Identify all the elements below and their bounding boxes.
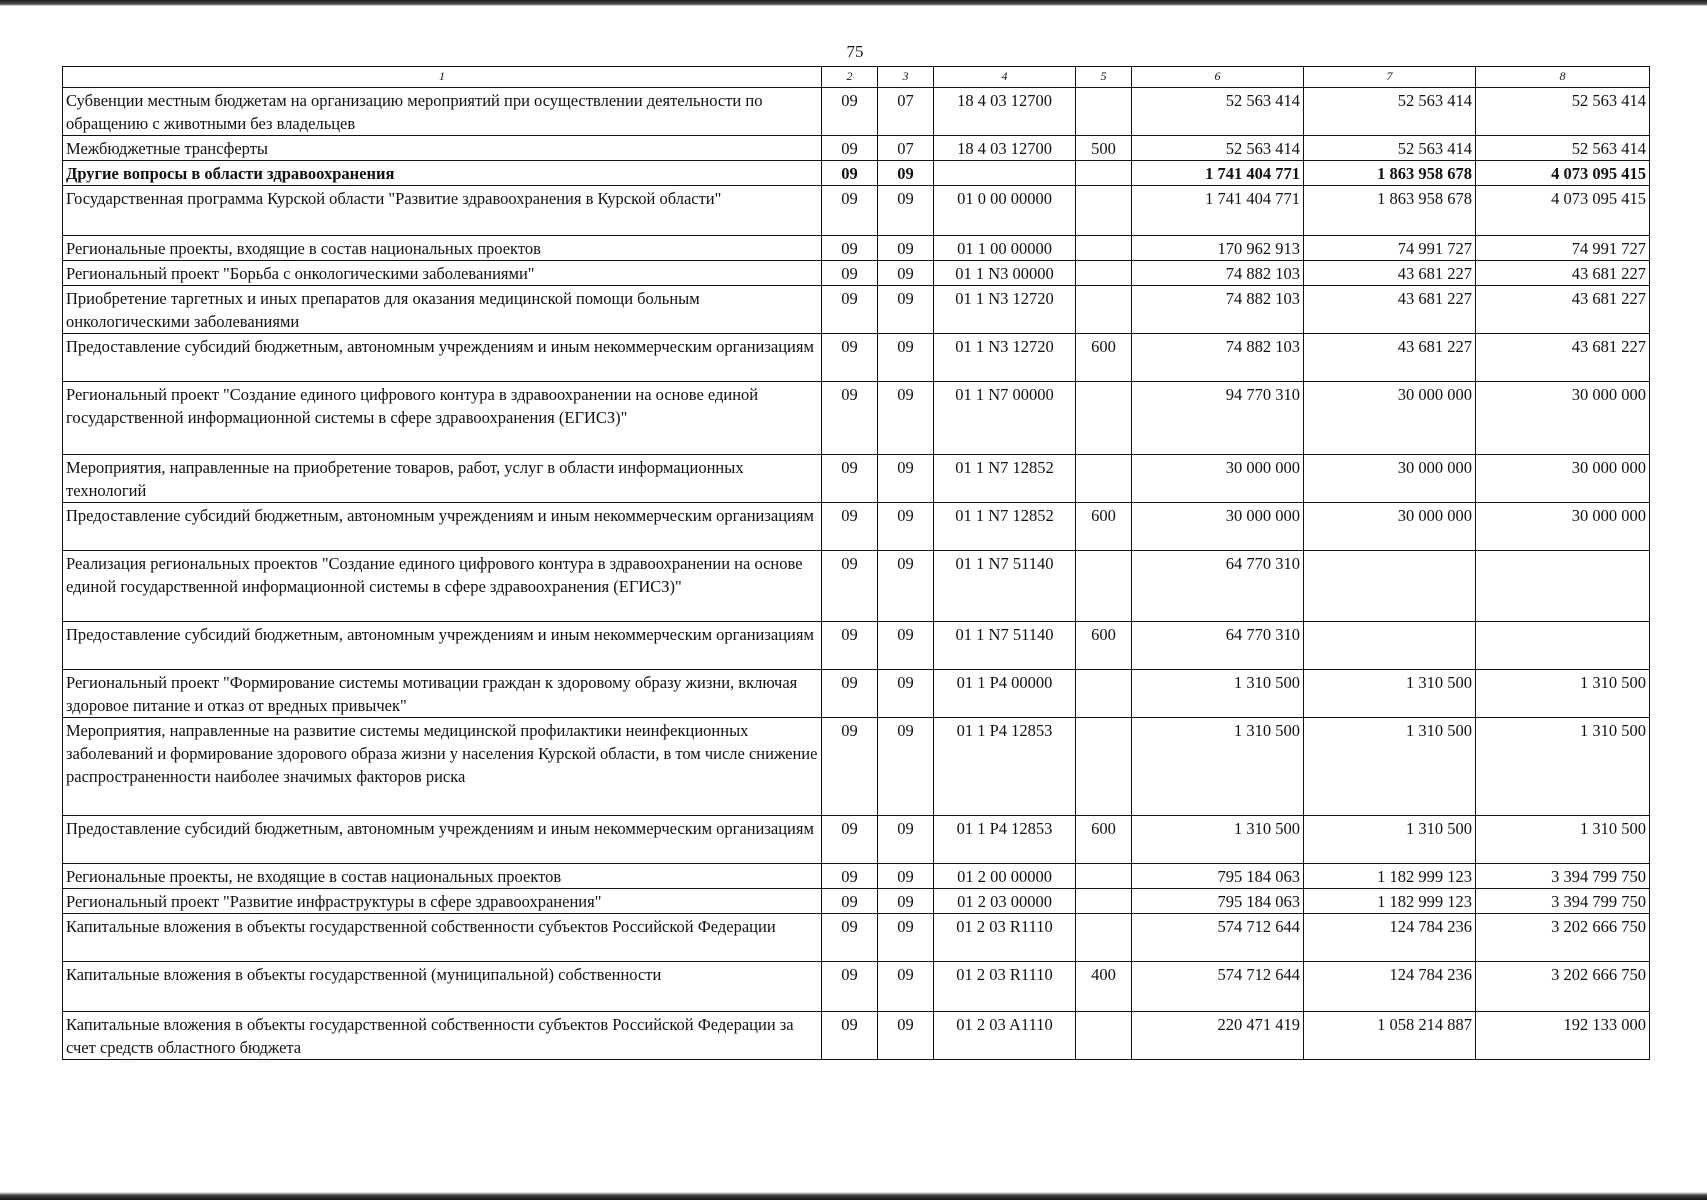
subsection-code-cell: 09 xyxy=(878,161,934,186)
table-row xyxy=(63,816,1650,864)
target-article-cell: 01 1 P4 00000 xyxy=(934,670,1076,718)
column-header: 8 xyxy=(1476,67,1650,88)
amount-col6-cell: 170 962 913 xyxy=(1132,236,1304,261)
row-name-cell: Предоставление субсидий бюджетным, автономным учреждениям и иным некоммерческим организациям xyxy=(63,622,822,670)
amount-col8-cell: 3 394 799 750 xyxy=(1476,889,1650,914)
row-name-cell: Субвенции местным бюджетам на организацию мероприятий при осуществлении деятельности по обращению с животными без владельцев xyxy=(63,88,822,136)
amount-col6-cell: 64 770 310 xyxy=(1132,551,1304,622)
column-number-row xyxy=(63,67,1650,88)
expense-type-cell xyxy=(1076,455,1132,503)
amount-col8-cell: 43 681 227 xyxy=(1476,286,1650,334)
amount-col6-cell: 74 882 103 xyxy=(1132,286,1304,334)
table-row xyxy=(63,261,1650,286)
target-article-cell: 01 1 N3 00000 xyxy=(934,261,1076,286)
expense-type-cell: 600 xyxy=(1076,334,1132,382)
target-article-cell: 01 1 P4 12853 xyxy=(934,816,1076,864)
scan-bottom-edge xyxy=(0,1192,1707,1200)
subsection-code-cell: 09 xyxy=(878,670,934,718)
target-article-cell: 01 1 P4 12853 xyxy=(934,718,1076,816)
table-row xyxy=(63,503,1650,551)
target-article-cell: 01 1 00 00000 xyxy=(934,236,1076,261)
section-code-cell: 09 xyxy=(822,914,878,962)
budget-table xyxy=(62,66,1650,1060)
target-article-cell: 01 1 N3 12720 xyxy=(934,334,1076,382)
expense-type-cell xyxy=(1076,286,1132,334)
amount-col8-cell xyxy=(1476,622,1650,670)
subsection-code-cell: 09 xyxy=(878,186,934,236)
section-code-cell: 09 xyxy=(822,503,878,551)
section-code-cell: 09 xyxy=(822,889,878,914)
section-code-cell: 09 xyxy=(822,551,878,622)
target-article-cell: 01 1 N7 12852 xyxy=(934,503,1076,551)
table-row xyxy=(63,455,1650,503)
amount-col6-cell: 795 184 063 xyxy=(1132,889,1304,914)
amount-col7-cell: 1 310 500 xyxy=(1304,670,1476,718)
row-name-cell: Региональный проект "Борьба с онкологическими заболеваниями" xyxy=(63,261,822,286)
section-code-cell: 09 xyxy=(822,382,878,455)
amount-col8-cell: 1 310 500 xyxy=(1476,718,1650,816)
table-row xyxy=(63,161,1650,186)
section-code-cell: 09 xyxy=(822,334,878,382)
target-article-cell: 01 1 N7 00000 xyxy=(934,382,1076,455)
expense-type-cell xyxy=(1076,670,1132,718)
column-header: 3 xyxy=(878,67,934,88)
table-row xyxy=(63,286,1650,334)
amount-col6-cell: 1 741 404 771 xyxy=(1132,186,1304,236)
target-article-cell xyxy=(934,161,1076,186)
amount-col7-cell: 30 000 000 xyxy=(1304,455,1476,503)
expense-type-cell xyxy=(1076,1012,1132,1060)
amount-col7-cell: 1 182 999 123 xyxy=(1304,889,1476,914)
amount-col8-cell xyxy=(1476,551,1650,622)
section-code-cell: 09 xyxy=(822,286,878,334)
amount-col8-cell: 3 394 799 750 xyxy=(1476,864,1650,889)
target-article-cell: 01 1 N7 51140 xyxy=(934,622,1076,670)
amount-col8-cell: 4 073 095 415 xyxy=(1476,161,1650,186)
subsection-code-cell: 09 xyxy=(878,864,934,889)
table-row xyxy=(63,382,1650,455)
target-article-cell: 01 1 N7 12852 xyxy=(934,455,1076,503)
amount-col7-cell xyxy=(1304,551,1476,622)
amount-col8-cell: 1 310 500 xyxy=(1476,816,1650,864)
subsection-code-cell: 09 xyxy=(878,1012,934,1060)
expense-type-cell xyxy=(1076,864,1132,889)
expense-type-cell xyxy=(1076,718,1132,816)
section-code-cell: 09 xyxy=(822,136,878,161)
amount-col8-cell: 1 310 500 xyxy=(1476,670,1650,718)
expense-type-cell xyxy=(1076,161,1132,186)
expense-type-cell: 600 xyxy=(1076,816,1132,864)
amount-col8-cell: 192 133 000 xyxy=(1476,1012,1650,1060)
expense-type-cell xyxy=(1076,551,1132,622)
target-article-cell: 01 2 03 A1110 xyxy=(934,1012,1076,1060)
amount-col6-cell: 30 000 000 xyxy=(1132,503,1304,551)
subsection-code-cell: 09 xyxy=(878,914,934,962)
row-name-cell: Региональные проекты, входящие в состав национальных проектов xyxy=(63,236,822,261)
expense-type-cell xyxy=(1076,914,1132,962)
table-row xyxy=(63,864,1650,889)
table-row xyxy=(63,670,1650,718)
expense-type-cell: 400 xyxy=(1076,962,1132,1012)
amount-col7-cell: 1 863 958 678 xyxy=(1304,186,1476,236)
row-name-cell: Приобретение таргетных и иных препаратов для оказания медицинской помощи больным онкологическими заболеваниями xyxy=(63,286,822,334)
expense-type-cell xyxy=(1076,88,1132,136)
amount-col7-cell: 1 863 958 678 xyxy=(1304,161,1476,186)
table-row xyxy=(63,962,1650,1012)
row-name-cell: Региональные проекты, не входящие в состав национальных проектов xyxy=(63,864,822,889)
subsection-code-cell: 09 xyxy=(878,889,934,914)
table-row xyxy=(63,334,1650,382)
table-row xyxy=(63,551,1650,622)
amount-col6-cell: 30 000 000 xyxy=(1132,455,1304,503)
row-name-cell: Другие вопросы в области здравоохранения xyxy=(63,161,822,186)
amount-col6-cell: 74 882 103 xyxy=(1132,334,1304,382)
amount-col6-cell: 1 310 500 xyxy=(1132,670,1304,718)
row-name-cell: Предоставление субсидий бюджетным, автономным учреждениям и иным некоммерческим организациям xyxy=(63,816,822,864)
row-name-cell: Региональный проект "Создание единого цифрового контура в здравоохранении на основе единой государственной информационной системы в сфере здравоохранения (ЕГИСЗ)" xyxy=(63,382,822,455)
expense-type-cell xyxy=(1076,889,1132,914)
row-name-cell: Региональный проект "Развитие инфраструктуры в сфере здравоохранения" xyxy=(63,889,822,914)
subsection-code-cell: 09 xyxy=(878,816,934,864)
amount-col8-cell: 52 563 414 xyxy=(1476,136,1650,161)
row-name-cell: Государственная программа Курской области "Развитие здравоохранения в Курской области" xyxy=(63,186,822,236)
amount-col6-cell: 795 184 063 xyxy=(1132,864,1304,889)
section-code-cell: 09 xyxy=(822,670,878,718)
row-name-cell: Предоставление субсидий бюджетным, автономным учреждениям и иным некоммерческим организациям xyxy=(63,334,822,382)
amount-col7-cell: 1 310 500 xyxy=(1304,718,1476,816)
section-code-cell: 09 xyxy=(822,236,878,261)
subsection-code-cell: 09 xyxy=(878,236,934,261)
expense-type-cell xyxy=(1076,261,1132,286)
table-row xyxy=(63,889,1650,914)
target-article-cell: 01 2 03 R1110 xyxy=(934,914,1076,962)
amount-col6-cell: 574 712 644 xyxy=(1132,962,1304,1012)
section-code-cell: 09 xyxy=(822,88,878,136)
expense-type-cell: 600 xyxy=(1076,503,1132,551)
subsection-code-cell: 09 xyxy=(878,286,934,334)
row-name-cell: Реализация региональных проектов "Создание единого цифрового контура в здравоохранении на основе единой государственной информационной системы в сфере здравоохранения (ЕГИСЗ)" xyxy=(63,551,822,622)
expense-type-cell xyxy=(1076,236,1132,261)
row-name-cell: Межбюджетные трансферты xyxy=(63,136,822,161)
section-code-cell: 09 xyxy=(822,261,878,286)
scan-top-edge xyxy=(0,0,1707,6)
amount-col8-cell: 3 202 666 750 xyxy=(1476,962,1650,1012)
amount-col7-cell: 52 563 414 xyxy=(1304,136,1476,161)
column-header: 2 xyxy=(822,67,878,88)
section-code-cell: 09 xyxy=(822,161,878,186)
amount-col7-cell xyxy=(1304,622,1476,670)
table-row xyxy=(63,1012,1650,1060)
amount-col6-cell: 1 310 500 xyxy=(1132,816,1304,864)
expense-type-cell xyxy=(1076,186,1132,236)
row-name-cell: Региональный проект "Формирование системы мотивации граждан к здоровому образу жизни, включая здоровое питание и отказ от вредных привычек" xyxy=(63,670,822,718)
amount-col7-cell: 1 182 999 123 xyxy=(1304,864,1476,889)
target-article-cell: 01 2 03 R1110 xyxy=(934,962,1076,1012)
subsection-code-cell: 09 xyxy=(878,718,934,816)
amount-col7-cell: 1 310 500 xyxy=(1304,816,1476,864)
amount-col8-cell: 4 073 095 415 xyxy=(1476,186,1650,236)
amount-col8-cell: 30 000 000 xyxy=(1476,503,1650,551)
subsection-code-cell: 09 xyxy=(878,334,934,382)
column-header: 7 xyxy=(1304,67,1476,88)
amount-col6-cell: 52 563 414 xyxy=(1132,136,1304,161)
target-article-cell: 01 1 N3 12720 xyxy=(934,286,1076,334)
row-name-cell: Капитальные вложения в объекты государственной собственности субъектов Российской Федерации xyxy=(63,914,822,962)
row-name-cell: Предоставление субсидий бюджетным, автономным учреждениям и иным некоммерческим организациям xyxy=(63,503,822,551)
amount-col7-cell: 43 681 227 xyxy=(1304,261,1476,286)
row-name-cell: Мероприятия, направленные на развитие системы медицинской профилактики неинфекционных заболеваний и формирование здорового образа жизни у населения Курской области, в том числе снижение распространенности наиболее значимых факторов риска xyxy=(63,718,822,816)
table-row xyxy=(63,186,1650,236)
table-row xyxy=(63,718,1650,816)
section-code-cell: 09 xyxy=(822,622,878,670)
target-article-cell: 01 2 03 00000 xyxy=(934,889,1076,914)
subsection-code-cell: 09 xyxy=(878,622,934,670)
subsection-code-cell: 09 xyxy=(878,962,934,1012)
subsection-code-cell: 07 xyxy=(878,88,934,136)
amount-col6-cell: 52 563 414 xyxy=(1132,88,1304,136)
amount-col8-cell: 74 991 727 xyxy=(1476,236,1650,261)
target-article-cell: 01 2 00 00000 xyxy=(934,864,1076,889)
amount-col7-cell: 1 058 214 887 xyxy=(1304,1012,1476,1060)
page-number: 75 xyxy=(846,42,864,61)
amount-col8-cell: 52 563 414 xyxy=(1476,88,1650,136)
target-article-cell: 01 1 N7 51140 xyxy=(934,551,1076,622)
amount-col7-cell: 43 681 227 xyxy=(1304,334,1476,382)
table-body xyxy=(63,88,1650,1060)
subsection-code-cell: 09 xyxy=(878,382,934,455)
amount-col8-cell: 30 000 000 xyxy=(1476,455,1650,503)
target-article-cell: 01 0 00 00000 xyxy=(934,186,1076,236)
section-code-cell: 09 xyxy=(822,1012,878,1060)
amount-col6-cell: 1 741 404 771 xyxy=(1132,161,1304,186)
amount-col7-cell: 30 000 000 xyxy=(1304,503,1476,551)
amount-col7-cell: 74 991 727 xyxy=(1304,236,1476,261)
table-row xyxy=(63,136,1650,161)
amount-col6-cell: 574 712 644 xyxy=(1132,914,1304,962)
table-row xyxy=(63,236,1650,261)
table-row xyxy=(63,914,1650,962)
expense-type-cell: 600 xyxy=(1076,622,1132,670)
amount-col6-cell: 64 770 310 xyxy=(1132,622,1304,670)
amount-col6-cell: 74 882 103 xyxy=(1132,261,1304,286)
subsection-code-cell: 09 xyxy=(878,261,934,286)
subsection-code-cell: 09 xyxy=(878,455,934,503)
section-code-cell: 09 xyxy=(822,186,878,236)
column-header: 1 xyxy=(63,67,822,88)
column-header: 5 xyxy=(1076,67,1132,88)
amount-col8-cell: 43 681 227 xyxy=(1476,334,1650,382)
section-code-cell: 09 xyxy=(822,816,878,864)
column-header: 6 xyxy=(1132,67,1304,88)
amount-col6-cell: 94 770 310 xyxy=(1132,382,1304,455)
subsection-code-cell: 09 xyxy=(878,503,934,551)
section-code-cell: 09 xyxy=(822,962,878,1012)
section-code-cell: 09 xyxy=(822,455,878,503)
column-header: 4 xyxy=(934,67,1076,88)
target-article-cell: 18 4 03 12700 xyxy=(934,88,1076,136)
amount-col8-cell: 3 202 666 750 xyxy=(1476,914,1650,962)
table-row xyxy=(63,622,1650,670)
amount-col6-cell: 1 310 500 xyxy=(1132,718,1304,816)
amount-col8-cell: 30 000 000 xyxy=(1476,382,1650,455)
row-name-cell: Мероприятия, направленные на приобретение товаров, работ, услуг в области информационных технологий xyxy=(63,455,822,503)
subsection-code-cell: 09 xyxy=(878,551,934,622)
row-name-cell: Капитальные вложения в объекты государственной (муниципальной) собственности xyxy=(63,962,822,1012)
expense-type-cell xyxy=(1076,382,1132,455)
amount-col7-cell: 124 784 236 xyxy=(1304,914,1476,962)
table-row xyxy=(63,88,1650,136)
amount-col7-cell: 30 000 000 xyxy=(1304,382,1476,455)
subsection-code-cell: 07 xyxy=(878,136,934,161)
amount-col8-cell: 43 681 227 xyxy=(1476,261,1650,286)
expense-type-cell: 500 xyxy=(1076,136,1132,161)
amount-col7-cell: 43 681 227 xyxy=(1304,286,1476,334)
section-code-cell: 09 xyxy=(822,718,878,816)
amount-col6-cell: 220 471 419 xyxy=(1132,1012,1304,1060)
row-name-cell: Капитальные вложения в объекты государственной собственности субъектов Российской Федерации за счет средств областного бюджета xyxy=(63,1012,822,1060)
amount-col7-cell: 52 563 414 xyxy=(1304,88,1476,136)
amount-col7-cell: 124 784 236 xyxy=(1304,962,1476,1012)
target-article-cell: 18 4 03 12700 xyxy=(934,136,1076,161)
section-code-cell: 09 xyxy=(822,864,878,889)
